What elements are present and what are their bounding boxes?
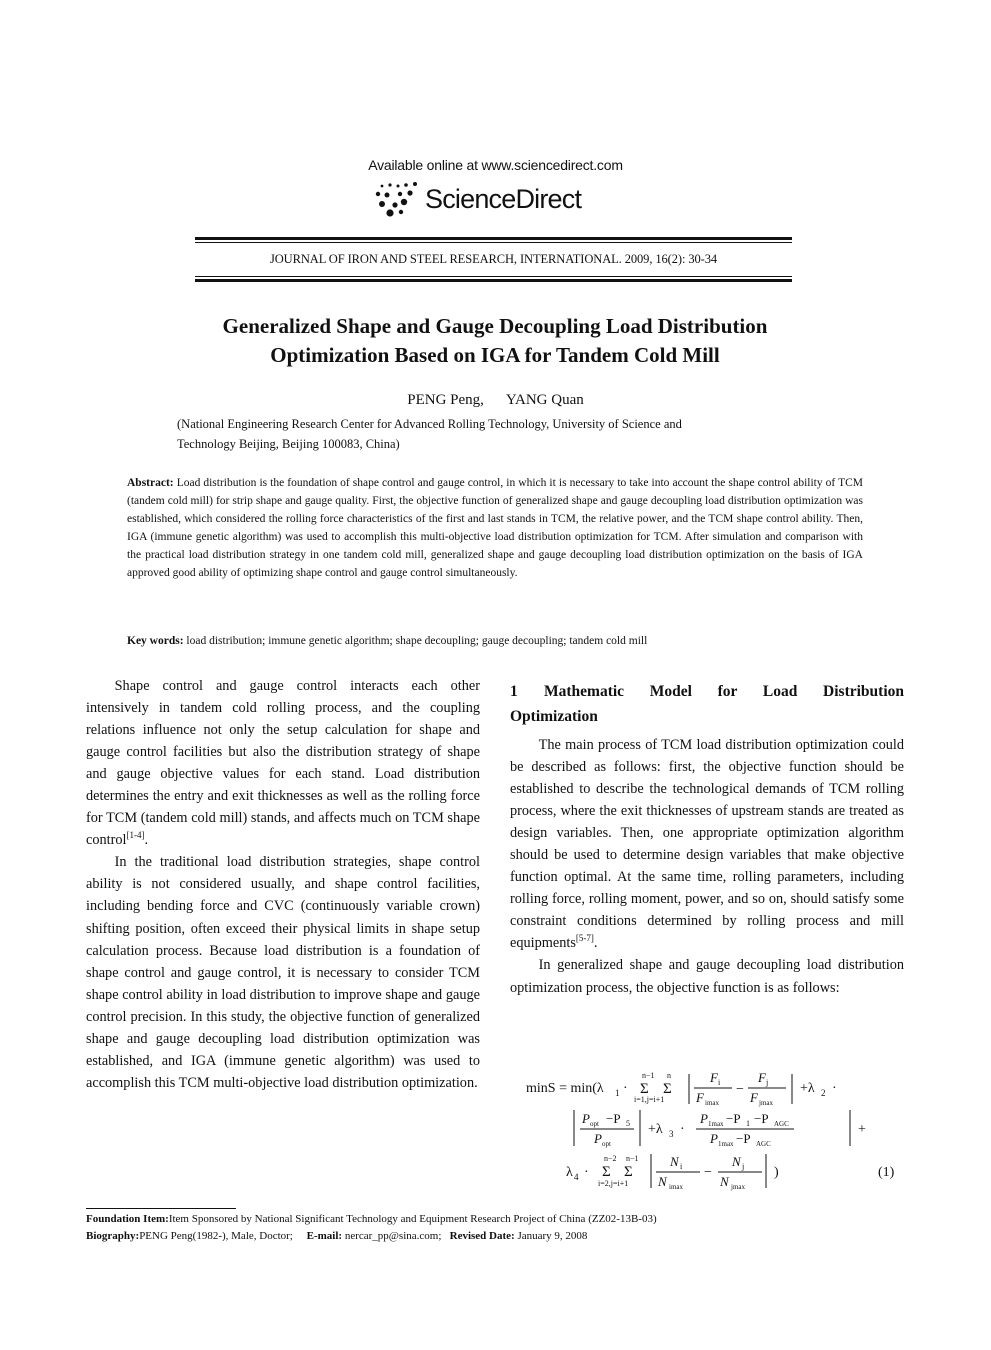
eq-Njmax: N — [720, 1174, 729, 1189]
biography-text: PENG Peng(1982-), Male, Doctor; — [139, 1230, 293, 1242]
paper-title — [120, 312, 870, 370]
eq-Fjmax-sub: jmax — [759, 1099, 773, 1107]
biography-note — [86, 1230, 587, 1242]
title-line-1: Generalized Shape and Gauge Decoupling Load Distribution — [222, 314, 768, 338]
eq-Fimax: F — [696, 1090, 704, 1105]
header-rule-bottom-thin — [195, 276, 792, 277]
eq-Fimax-sub: imax — [705, 1099, 719, 1107]
right-p1-citation: [5-7] — [575, 933, 594, 944]
eq-minus-1: − — [736, 1082, 744, 1097]
eq-N-j: N — [732, 1154, 741, 1169]
eq-P1-sub: 1 — [746, 1119, 750, 1128]
abstract — [127, 474, 863, 583]
affiliation-line-2: Technology Beijing, Beijing 100083, China) — [177, 437, 400, 451]
eq-F-i-sub: i — [718, 1078, 721, 1087]
biography-label: Biography: — [86, 1230, 140, 1242]
eq-P1max: P — [700, 1111, 708, 1126]
eq-P5-sub: 5 — [626, 1119, 630, 1128]
eq-F-i: F — [710, 1070, 718, 1085]
eq-plus-2: +λ — [648, 1122, 663, 1137]
eq-N-i: N — [670, 1154, 679, 1169]
footnote-rule — [86, 1208, 236, 1209]
eq-lambda4: λ — [566, 1165, 573, 1180]
eq-dot-3: · — [680, 1122, 685, 1137]
eq-sub-1: 1 — [615, 1088, 620, 1098]
eq-minus-PAGC: −P — [754, 1111, 769, 1126]
sciencedirect-wordmark: ScienceDirect — [425, 184, 582, 214]
eq-dot-2: · — [832, 1081, 837, 1096]
sciencedirect-logo — [370, 180, 630, 224]
email-label: E-mail: — [306, 1230, 343, 1242]
affiliation — [177, 414, 827, 454]
eq-plus-3: + — [858, 1122, 866, 1137]
left-p1-end: . — [144, 832, 149, 849]
journal-citation: JOURNAL OF IRON AND STEEL RESEARCH, INTERNATIONAL. 2009, 16(2): 30-34 — [269, 252, 718, 266]
eq-Njmax-sub: jmax — [731, 1183, 745, 1191]
abstract-text: Load distribution is the foundation of shape control and gauge control, in which it is necessary to take into account the shape control ability of TCM (tandem cold mill) for strip shape and gauge quality. First, the objective function of generalized shape and gauge decoupling load distribution optimization was established, which considered the rolling force characteristics of the first and last stands in TCM, the relative power, and the TCM shape control ability. Then, IGA (immune genetic algorithm) was used to accomplish this multi-objective load distribution optimization for TCM. After simulation and comparison with the practical load distribution strategy in one tandem cold mill, generalized shape and gauge decoupling load distribution optimization on the basis of IGA approved good ability of optimizing shape control and gauge control simultaneously. — [127, 477, 864, 580]
abstract-label: Abstract: — [127, 477, 174, 489]
eq-P1max-den: P — [710, 1131, 718, 1146]
sciencedirect-dots-icon — [370, 180, 425, 220]
eq-dot-4: · — [584, 1165, 589, 1180]
header-rule-top — [195, 237, 792, 240]
equation-lhs: minS = min(λ — [526, 1081, 604, 1096]
equation-number: (1) — [878, 1165, 895, 1180]
left-p1-text: Shape control and gauge control interacts each other intensively in tandem cold rolling process, and the coupling relations influence not only the setup calculation for shape and gauge control facilities but also the distribution strategy of shape and gauge objective values for each stand. Load distribution determines the entry and exit thicknesses as well as the rolling force for TCM (tandem cold mill) stands, and affects much on TCM shape control — [86, 678, 480, 849]
right-paragraph-1 — [510, 734, 904, 954]
eq-sum1: Σ — [640, 1081, 649, 1097]
eq-N-j-sub: j — [742, 1162, 745, 1171]
eq-sum1-top: n−1 — [642, 1071, 655, 1080]
foundation-label: Foundation Item: — [86, 1213, 169, 1225]
eq-minus-P5: −P — [606, 1111, 621, 1126]
eq-sub-3: 3 — [669, 1129, 674, 1139]
revised-date: January 9, 2008 — [517, 1230, 588, 1242]
eq-PAGC-sub: AGC — [774, 1120, 789, 1128]
eq-sub-4: 4 — [574, 1172, 579, 1182]
section-heading — [510, 679, 904, 729]
title-line-2: Optimization Based on IGA for Tandem Cold Mill — [270, 343, 720, 367]
keywords-text: load distribution; immune genetic algorithm; shape decoupling; gauge decoupling; tandem cold mill — [186, 635, 648, 647]
eq-Nimax: N — [658, 1174, 667, 1189]
eq-minus-P1: −P — [726, 1111, 741, 1126]
eq-sum4: Σ — [624, 1164, 633, 1180]
keywords-label: Key words: — [127, 635, 184, 647]
right-p1-text: The main process of TCM load distribution optimization could be described as follows: first, the objective function should be established to describe the technological demands of TCM rolling process, where the exit thicknesses of upstream stands are treated as design variables. Then, one appropriate optimization algorithm should be used to determine design variables that make objective function optimal. At the same time, rolling parameters, including rolling force, rolling moment, power, and so on, should satisfy some constraint conditions determined by rolling process and mill equipments — [510, 737, 904, 952]
eq-Popt-sub: opt — [590, 1120, 599, 1128]
eq-Nimax-sub: imax — [669, 1183, 683, 1191]
eq-sum1-bot: i=1,j=i+1 — [634, 1095, 665, 1104]
left-p1-citation: [1-4] — [126, 830, 145, 841]
eq-F-j-sub: j — [766, 1078, 769, 1087]
right-p1-end: . — [593, 935, 598, 952]
eq-sum4-top: n−1 — [626, 1154, 639, 1163]
eq-F-j: F — [758, 1070, 766, 1085]
eq-minus-PAGC-den: −P — [736, 1131, 751, 1146]
eq-sub-2: 2 — [821, 1088, 826, 1098]
header-rule-bottom — [195, 279, 792, 282]
eq-Popt: P — [582, 1111, 590, 1126]
left-paragraph-1 — [86, 675, 480, 851]
body-right-column — [510, 679, 904, 999]
eq-Fjmax: F — [750, 1090, 758, 1105]
eq-P1max-sub: 1max — [708, 1120, 724, 1128]
eq-sum2-top: n — [667, 1071, 671, 1080]
email-text: nercar_pp@sina.com; — [344, 1230, 442, 1242]
section-number: 1 — [510, 683, 518, 700]
eq-sum2: Σ — [663, 1081, 672, 1097]
eq-dot-1: · — [623, 1081, 628, 1096]
left-paragraph-2: In the traditional load distribution strategies, shape control ability is not considered usually, and shape control facilities, including bending force and CVC (continuously variable crown) shifting position, often exceed their physical limits in shape setup calculation process. Because load distribution is a foundation of shape control and gauge control, it is necessary to consider TCM shape control ability in load distribution to improve shape and gauge control precision. In this study, the objective function of generalized shape and gauge decoupling load distribution optimization was established, and IGA (immune genetic algorithm) was used to accomplish this TCM multi-objective load distribution optimization. — [86, 854, 480, 1091]
header-rule-top-thin — [195, 242, 792, 243]
right-paragraph-2: In generalized shape and gauge decoupling load distribution optimization process, the objective function is as follows: — [510, 957, 904, 996]
keywords — [127, 635, 863, 647]
eq-N-i-sub: i — [680, 1162, 683, 1171]
eq-sum3: Σ — [602, 1164, 611, 1180]
foundation-text: Item Sponsored by National Significant Technology and Equipment Research Project of China (ZZ02-13B-03) — [168, 1213, 657, 1225]
eq-Popt-den-sub: opt — [602, 1140, 611, 1148]
equation-1 — [510, 1066, 910, 1194]
eq-minus-4: − — [704, 1165, 712, 1180]
eq-Popt-den: P — [594, 1131, 602, 1146]
eq-sum3-top: n−2 — [604, 1154, 617, 1163]
section-title: Mathematic Model for Load Distribution Optimization — [510, 683, 904, 725]
eq-PAGC-den-sub: AGC — [756, 1140, 771, 1148]
foundation-note — [86, 1213, 657, 1225]
revised-label: Revised Date: — [449, 1230, 515, 1242]
eq-plus-1: +λ — [800, 1081, 815, 1096]
authors: PENG Peng, YANG Quan — [407, 392, 584, 408]
eq-sum3-bot: i=2,j=i+1 — [598, 1179, 629, 1188]
available-online-text: Available online at www.sciencedirect.com — [368, 157, 623, 173]
eq-P1max-den-sub: 1max — [718, 1140, 734, 1148]
eq-close-paren: ) — [774, 1165, 779, 1180]
body-left-column — [86, 675, 480, 1094]
affiliation-line-1: (National Engineering Research Center for Advanced Rolling Technology, University of Science and — [177, 417, 682, 431]
